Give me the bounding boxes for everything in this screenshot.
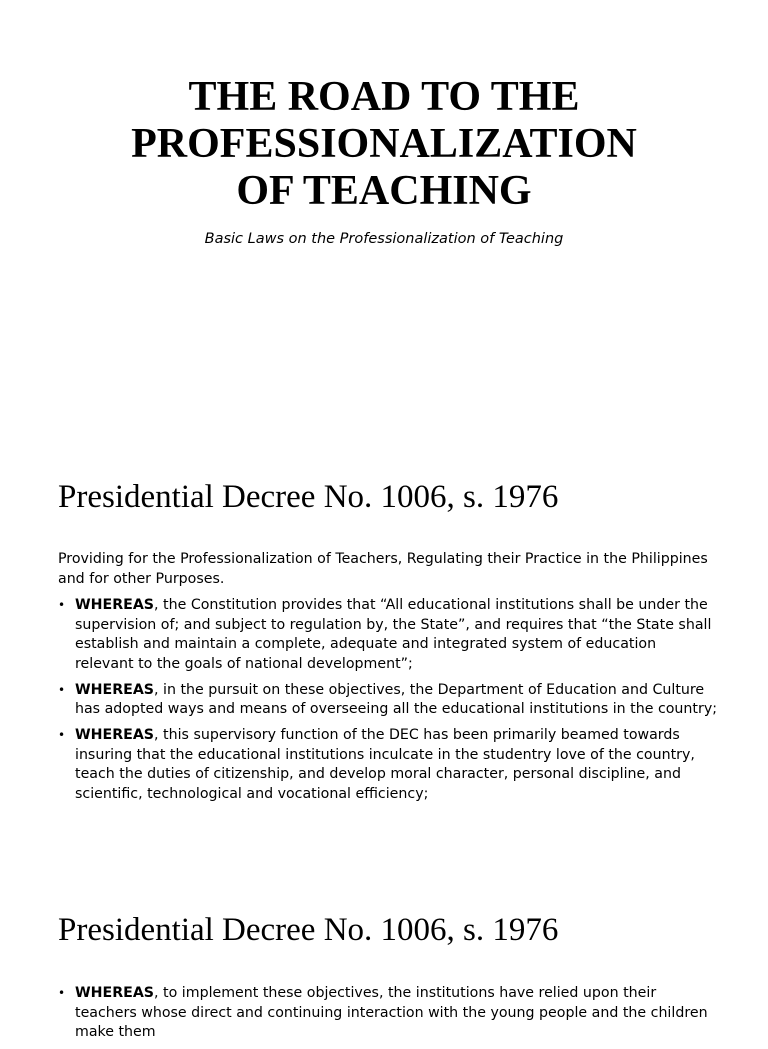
bullet-dot-icon: • [58,728,66,742]
bullet-keyword: WHEREAS [75,681,155,698]
bullet-item [58,726,718,804]
decree-slide-1 [0,432,768,864]
bullet-text: , to implement these objectives, the institutions have relied upon their teachers whose direct and continuing interaction with the young people and the children make them [75,985,708,1040]
presentation-subtitle: Basic Laws on the Professionalization of Teaching [204,231,564,247]
bullet-dot-icon: • [58,598,66,612]
title-line-3: OF TEACHING [236,168,532,214]
slide-1-intro: Providing for the Professionalization of Teachers, Regulating their Practice in the Philippines and for other Purposes. [58,551,708,587]
bullet-text: , in the pursuit on these objectives, the Department of Education and Culture has adopted ways and means of overseeing all the educational institutions in the country; [75,681,717,717]
bullet-item [58,596,718,674]
title-slide [0,0,768,432]
decree-slide-2 [0,864,768,1040]
slide-2-bullet-list [58,984,718,1049]
slide-1-heading: Presidential Decree No. 1006, s. 1976 [58,479,559,515]
bullet-keyword: WHEREAS [75,727,155,743]
bullet-text: , the Constitution provides that “All educational institutions shall be under the supervision of; and subject to regulation by, the State”, and requires that “the State shall establish and maintain a complete, adequate and integrated system of education relevant to the goals of national development”; [75,597,712,672]
bullet-text: , this supervisory function of the DEC has been primarily beamed towards insuring that the educational institutions inculcate in the studentry love of the country, teach the duties of citizenship, and develop moral character, personal discipline, and scientific, technological and vocational efficiency; [75,727,695,802]
bullet-item [58,681,718,720]
slide-2-heading: Presidential Decree No. 1006, s. 1976 [58,912,559,948]
bullet-dot-icon: • [58,986,66,1000]
title-line-2: PROFESSIONALIZATION [131,121,637,167]
slide-1-bullet-list [58,596,718,811]
title-line-1: THE ROAD TO THE [188,74,580,120]
bullet-item [58,984,718,1043]
bullet-keyword: WHEREAS [75,985,155,1001]
presentation-title [0,74,768,215]
bullet-keyword: WHEREAS [75,597,155,613]
bullet-dot-icon: • [58,682,66,697]
